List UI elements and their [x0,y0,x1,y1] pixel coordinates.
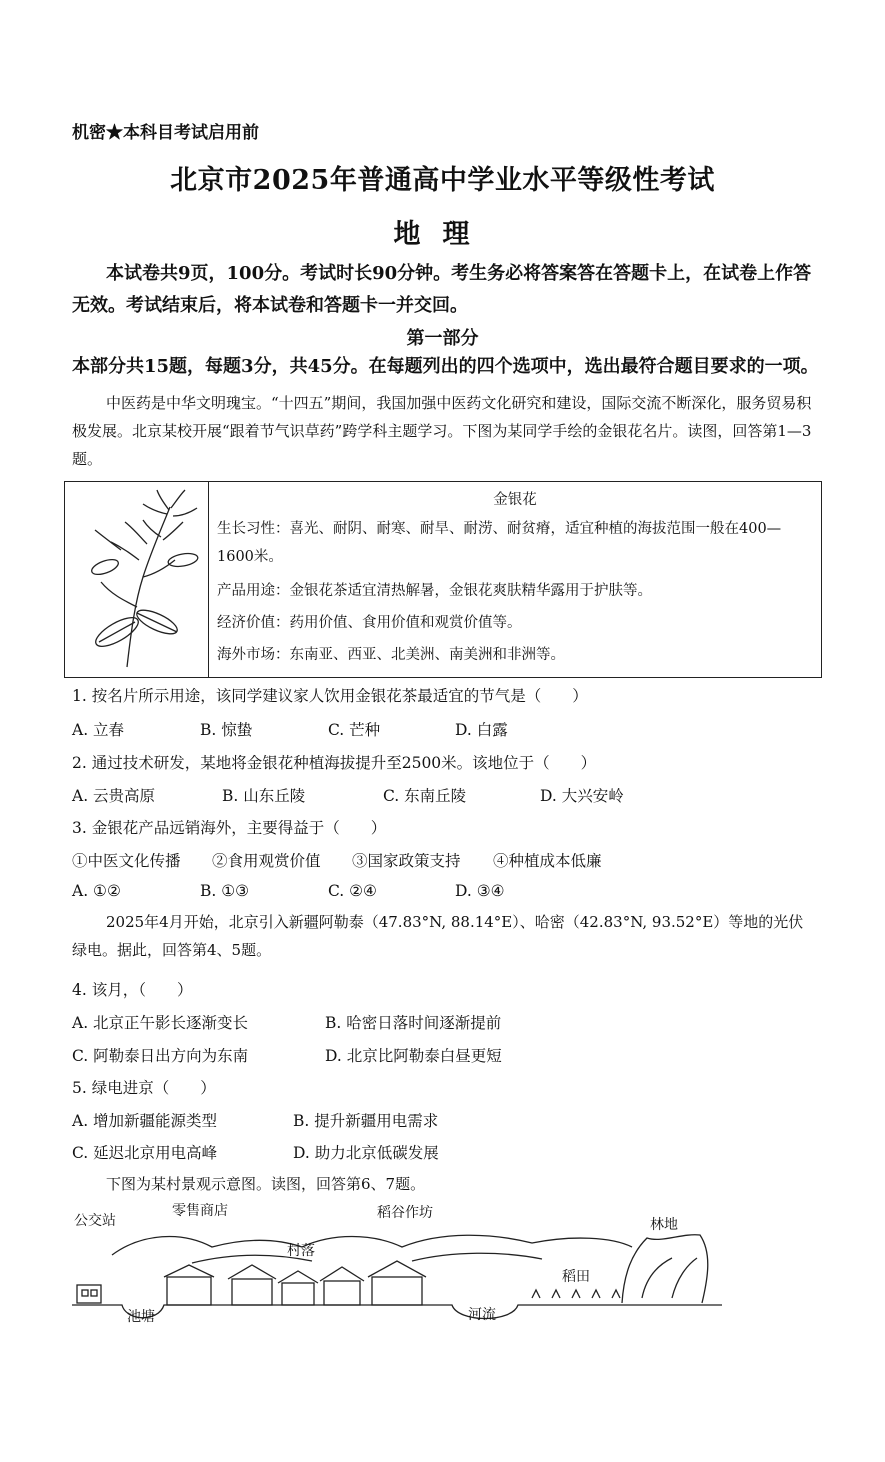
question-3-stem: 3. 金银花产品远销海外，主要得益于（ ） [72,819,387,837]
honeysuckle-drawing-icon [65,482,208,677]
q3-item-4: ④种植成本低廉 [493,852,602,870]
part-description: 本部分共15题，每题3分，共45分。在每题列出的四个选项中，选出最符合题目要求的一项。 [72,356,819,377]
question-5-stem: 5. 绿电进京（ ） [72,1079,216,1097]
label-forest: 林地 [650,1217,678,1233]
q5-option-d[interactable]: D. 助力北京低碳发展 [293,1144,439,1162]
card-title: 金银花 [493,492,537,508]
q3-option-d[interactable]: D. ③④ [455,882,505,900]
label-workshop: 稻谷作坊 [377,1205,433,1221]
q5-option-c[interactable]: C. 延迟北京用电高峰 [72,1144,218,1162]
q4-option-a[interactable]: A. 北京正午影长逐渐变长 [72,1014,249,1032]
q3-item-3: ③国家政策支持 [352,852,461,870]
card-row-usage: 产品用途：金银花茶适宜清热解暑，金银花爽肤精华露用于护肤等。 [217,583,652,599]
q4-option-b[interactable]: B. 哈密日落时间逐渐提前 [325,1014,502,1032]
q5-option-a[interactable]: A. 增加新疆能源类型 [72,1112,218,1130]
q4-option-c[interactable]: C. 阿勒泰日出方向为东南 [72,1047,249,1065]
intro-paragraph-2: 2025年4月开始，北京引入新疆阿勒泰（47.83°N, 88.14°E）、哈密（42.83°N, 93.52°E）等地的光伏绿电。据此，回答第4、5题。 [72,913,804,959]
q3-option-b[interactable]: B. ①③ [200,882,250,900]
question-4-stem: 4. 该月，（ ） [72,981,193,999]
q2-option-b[interactable]: B. 山东丘陵 [222,787,306,805]
question-2-stem: 2. 通过技术研发，某地将金银花种植海拔提升至2500米。该地位于（ ） [72,754,597,772]
card-row-market: 海外市场：东南亚、西亚、北美洲、南美洲和非洲等。 [217,647,565,663]
label-paddy: 稻田 [562,1269,590,1285]
q1-option-c[interactable]: C. 芒种 [328,721,381,739]
q1-option-d[interactable]: D. 白露 [455,721,508,739]
card-row-value: 经济价值：药用价值、食用价值和观赏价值等。 [217,615,522,631]
honeysuckle-card [64,481,822,678]
q2-option-c[interactable]: C. 东南丘陵 [383,787,467,805]
card-row-growth: 生长习性：喜光、耐阴、耐寒、耐旱、耐涝、耐贫瘠，适宜种植的海拔范围一般在400—1600米。 [217,521,782,565]
q1-option-a[interactable]: A. 立春 [72,721,125,739]
subject-title: 地理 [393,219,492,250]
exam-title: 北京市2025年普通高中学业水平等级性考试 [170,165,715,196]
question-1-stem: 1. 按名片所示用途，该同学建议家人饮用金银花茶最适宜的节气是（ ） [72,687,588,705]
q4-option-d[interactable]: D. 北京比阿勒泰白昼更短 [325,1047,502,1065]
village-landscape-drawing [72,1203,722,1343]
village-landscape-figure [72,1203,722,1343]
q2-option-d[interactable]: D. 大兴安岭 [540,787,624,805]
intro-paragraph-1: 中医药是中华文明瑰宝。“十四五”期间，我国加强中医药文化研究和建设，国际交流不断深化，服务贸易积极发展。北京某校开展“跟着节气识草药”跨学科主题学习。下图为某同学手绘的金银花名片。读图，回答第1—3题。 [72,394,812,468]
label-village: 村落 [287,1243,315,1259]
exam-notice: 本试卷共9页，100分。考试时长90分钟。考生务必将答案答在答题卡上，在试卷上作答无效。考试结束后，将本试卷和答题卡一并交回。 [72,263,812,316]
q3-item-2: ②食用观赏价值 [212,852,321,870]
q2-option-a[interactable]: A. 云贵高原 [72,787,156,805]
honeysuckle-illustration [65,482,209,677]
card-content [217,482,813,669]
label-bus-stop: 公交站 [74,1213,116,1229]
label-river: 河流 [468,1307,496,1323]
q3-option-a[interactable]: A. ①② [72,882,121,900]
label-shop: 零售商店 [172,1203,228,1219]
q5-option-b[interactable]: B. 提升新疆用电需求 [293,1112,439,1130]
intro-paragraph-3: 下图为某村景观示意图。读图，回答第6、7题。 [106,1175,426,1193]
q3-item-1: ①中医文化传播 [72,852,181,870]
q1-option-b[interactable]: B. 惊蛰 [200,721,253,739]
q3-option-c[interactable]: C. ②④ [328,882,377,900]
label-pond: 池塘 [127,1309,155,1325]
confidential-label: 机密★本科目考试启用前 [72,123,259,143]
part-title: 第一部分 [406,328,479,349]
